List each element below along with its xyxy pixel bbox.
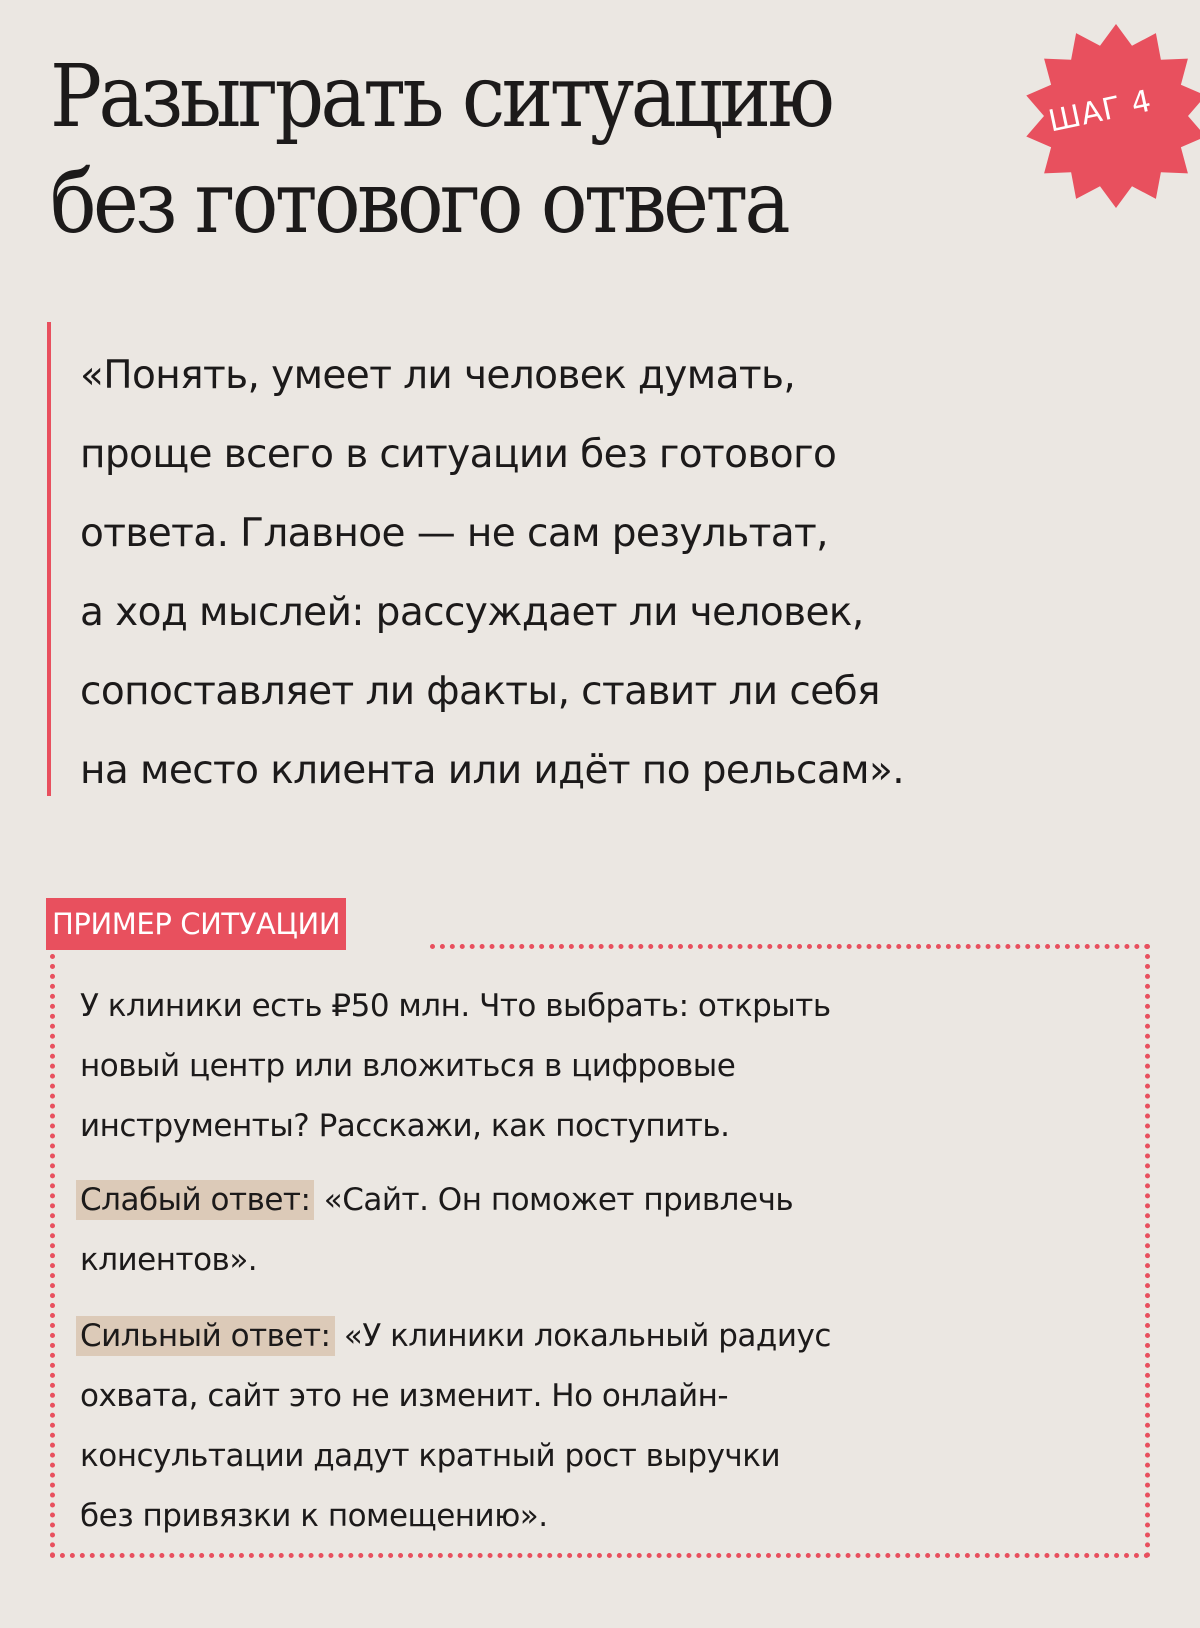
- quote-line: на место клиента или идёт по рельсам».: [80, 748, 905, 793]
- quote-line: проще всего в ситуации без готового: [80, 432, 837, 477]
- question-line: новый центр или вложиться в цифровые: [80, 1048, 736, 1084]
- weak-answer-label: Слабый ответ:: [76, 1180, 314, 1220]
- step-badge-label: ШАГ 4: [1045, 83, 1156, 140]
- weak-answer: [80, 1170, 1120, 1290]
- strong-answer: [80, 1306, 1120, 1546]
- strong-answer-text: «У клиники локальный радиус: [334, 1318, 831, 1354]
- question-line: У клиники есть ₽50 млн. Что выбрать: открыть: [80, 988, 831, 1024]
- question-line: инструменты? Расскажи, как поступить.: [80, 1108, 730, 1144]
- strong-answer-text: охвата, сайт это не изменит. Но онлайн-: [80, 1378, 729, 1414]
- strong-answer-label: Сильный ответ:: [76, 1316, 335, 1356]
- quote-line: «Понять, умеет ли человек думать,: [80, 353, 796, 398]
- page-title: [50, 44, 860, 256]
- step-badge: [1012, 20, 1200, 208]
- example-question: [80, 976, 1120, 1156]
- weak-answer-text: клиентов».: [80, 1242, 258, 1278]
- quote-line: а ход мыслей: рассуждает ли человек,: [80, 590, 864, 635]
- quote-line: сопоставляет ли факты, ставит ли себя: [80, 669, 880, 714]
- strong-answer-text: консультации дадут кратный рост выручки: [80, 1438, 781, 1474]
- strong-answer-text: без привязки к помещению».: [80, 1498, 548, 1534]
- title-line-1: Разыграть ситуацию: [50, 47, 832, 147]
- quote-line: ответа. Главное — не сам результат,: [80, 511, 828, 556]
- title-line-2: без готового ответа: [50, 153, 788, 253]
- quote-accent-bar: [47, 322, 51, 796]
- example-box-top-border: [430, 944, 1150, 949]
- weak-answer-text: «Сайт. Он поможет привлечь: [314, 1182, 794, 1218]
- quote-block: [80, 336, 1180, 810]
- example-label: ПРИМЕР СИТУАЦИИ: [46, 898, 346, 950]
